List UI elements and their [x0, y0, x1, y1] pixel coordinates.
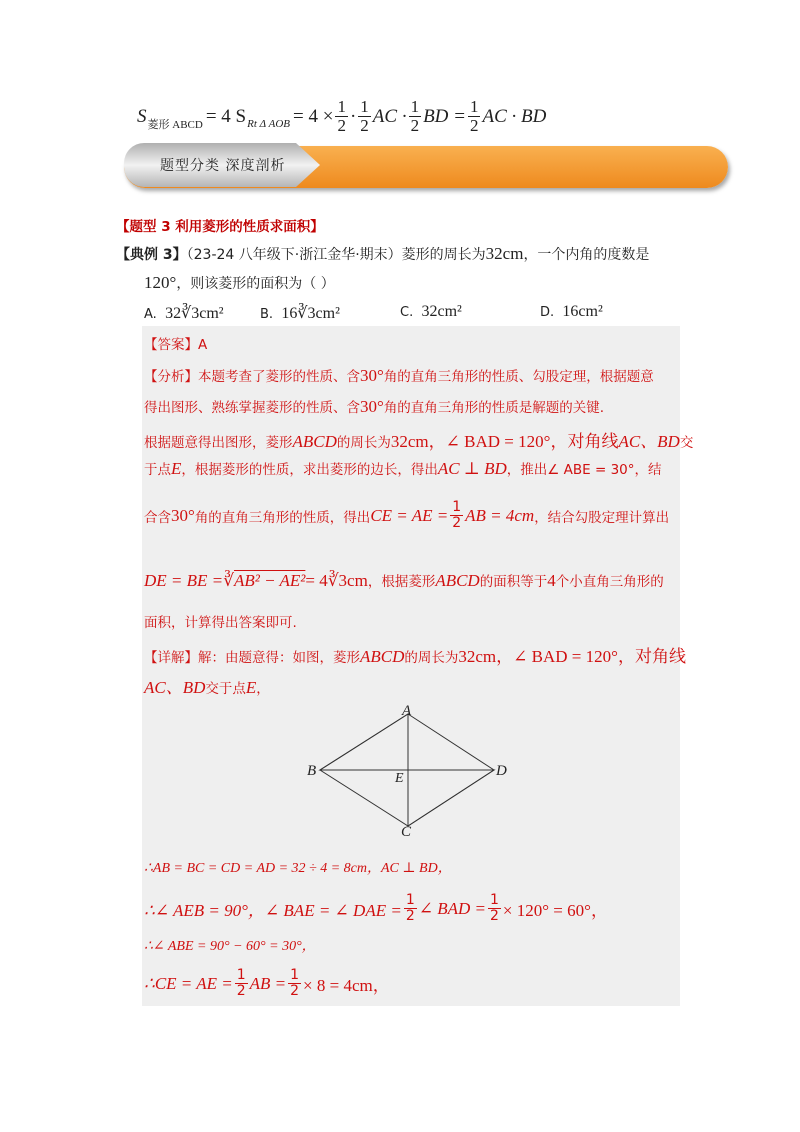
label-c: C: [401, 824, 412, 840]
formula-s: S: [137, 105, 147, 127]
option-d[interactable]: D. 16cm²: [540, 303, 603, 320]
detail-line-1: 【详解】解：由题意得：如图，菱形ABCD的周长为32cm，∠ BAD = 120°，对角线: [144, 647, 686, 666]
analysis-line-5: 合含 30° 角的直角三角形的性质，得出 CE = AE = $\frac{1}{2}$ AB = 4cm ，结合勾股定理计算出: [144, 499, 670, 531]
label-b: B: [307, 763, 317, 779]
label-a: A: [402, 703, 412, 719]
option-b[interactable]: B. 16∛3cm²: [260, 305, 340, 322]
formula-eq2: = 4 ×: [293, 105, 334, 127]
analysis-line-2: 得出图形、熟练掌握菱形的性质、含30°角的直角三角形的性质是解题的关键.: [144, 397, 605, 416]
analysis-line-3: 根据题意得出图形，菱形ABCD的周长为32cm，∠ BAD = 120°，对角线AC、BD交: [144, 432, 694, 451]
step-2: ∴∠ AEB = 90°，∠ BAE = ∠ DAE = $\frac{1}{2}$ ∠ BAD = $\frac{1}{2}$ × 120° = 60°，: [144, 892, 608, 924]
label-d: D: [496, 763, 507, 779]
formula-tail: AC · BD: [482, 105, 547, 127]
section-title: 【题型 3 利用菱形的性质求面积】: [116, 219, 324, 235]
formula-fraction: $\frac{1}{2}$: [360, 97, 369, 135]
answer-line: [144, 333, 207, 353]
step-3: ∴∠ ABE = 90° − 60° = 30°，: [144, 939, 316, 954]
step-1: ∴AB = BC = CD = AD = 32 ÷ 4 = 8cm，AC ⊥ BD，: [144, 861, 452, 876]
formula-eq1: = 4 S: [205, 105, 247, 127]
example-line-1: 【典例 3】（23-24 八年级下·浙江金华·期末）菱形的周长为32cm，一个内角的度数是: [116, 244, 650, 263]
formula-ac: AC ·: [372, 105, 407, 127]
example-line-2: 120°，则该菱形的面积为（ ）: [144, 273, 335, 292]
rhombus-diagram: [300, 700, 520, 840]
analysis-line-6: DE = BE =∛AB² − AE²= 4∛3cm，根据菱形ABCD的面积等于4个小直角三角形的: [144, 571, 664, 590]
detail-line-2: AC、BD交于点E，: [144, 678, 270, 697]
answer-label: 【答案】: [144, 337, 198, 353]
example-label: 【典例 3】: [116, 247, 187, 263]
label-e: E: [395, 771, 404, 786]
area-formula: S 菱形 ABCD = 4 S Rt Δ AOB = 4 × $\frac{1}{2}$ · $\frac{1}{2}$ AC · $\frac{1}{2}$ BD = $\frac{1}{2}$ AC · BD: [137, 97, 547, 135]
option-c[interactable]: C. 32cm²: [400, 303, 462, 320]
detail-label: 【详解】: [144, 650, 198, 666]
formula-fraction: $\frac{1}{2}$: [469, 97, 479, 135]
option-a[interactable]: A. 32∛3cm²: [144, 305, 224, 322]
formula-fraction: $\frac{1}{2}$: [337, 97, 346, 135]
fraction-half: $\frac{1}{2}$: [452, 499, 462, 531]
analysis-label: 【分析】: [144, 369, 198, 385]
analysis-line-7: 面积，计算得出答案即可.: [144, 615, 297, 631]
formula-sub-rhombus: 菱形 ABCD: [147, 118, 203, 131]
analysis-line-4: 于点E，根据菱形的性质，求出菱形的边长，得出AC ⊥ BD，推出∠ ABE = 30°，结: [144, 459, 662, 478]
formula-bd: BD =: [423, 105, 466, 127]
formula-fraction: $\frac{1}{2}$: [410, 97, 420, 135]
formula-sub-triangle: Rt Δ AOB: [247, 117, 291, 130]
step-4: ∴CE = AE = $\frac{1}{2}$ AB = $\frac{1}{2}$ × 8 = 4cm，: [144, 967, 390, 999]
answer-value: A: [198, 337, 208, 353]
section-banner-text: 题型分类 深度剖析: [160, 158, 286, 174]
analysis-line-1: 【分析】本题考查了菱形的性质、含30°角的直角三角形的性质、勾股定理，根据题意: [144, 366, 654, 385]
